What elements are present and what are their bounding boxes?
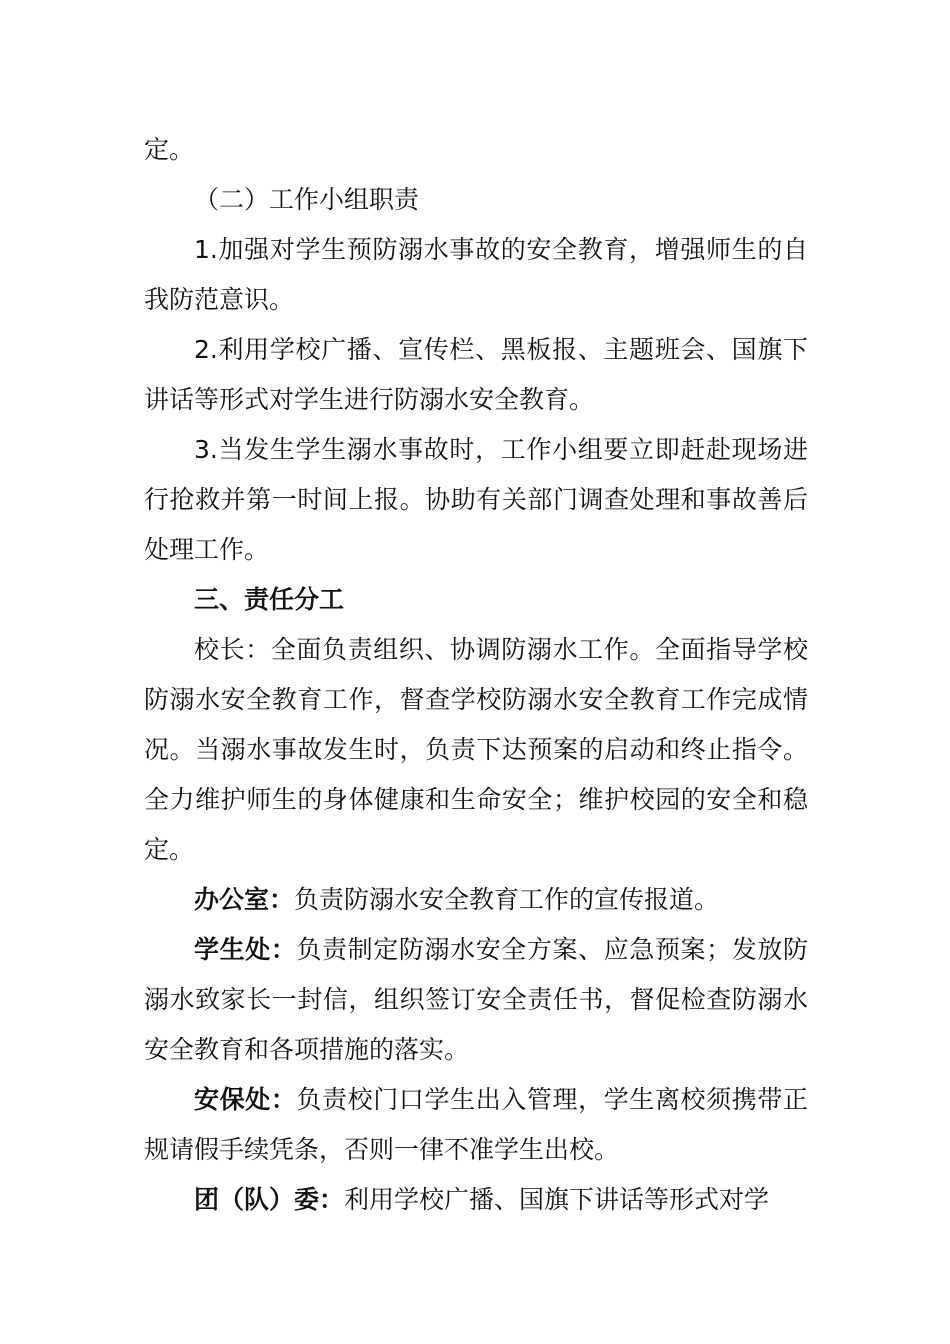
paragraph-item-3 bbox=[144, 425, 808, 575]
paragraph-text: 利用学校广播、国旗下讲话等形式对学 bbox=[344, 1185, 770, 1214]
paragraph-continuation bbox=[144, 125, 808, 175]
paragraph-lead: 办公室： bbox=[194, 885, 295, 914]
paragraph-text: 负责校门口学生出入管理，学生离校须携带正规请假手续凭条，否则一律不准学生出校。 bbox=[144, 1085, 808, 1164]
paragraph-lead: 安保处： bbox=[194, 1085, 297, 1114]
paragraph-text: （二）工作小组职责 bbox=[194, 185, 420, 214]
paragraph-text: 负责制定防溺水安全方案、应急预案；发放防溺水致家长一封信，组织签订安全责任书，督促检查防溺水安全教育和各项措施的落实。 bbox=[144, 935, 808, 1064]
paragraph-youth-league bbox=[144, 1175, 808, 1225]
paragraph-lead: 团（队）委： bbox=[194, 1185, 345, 1214]
paragraph-security-office bbox=[144, 1075, 808, 1175]
paragraph-text: 2.利用学校广播、宣传栏、黑板报、主题班会、国旗下讲话等形式对学生进行防溺水安全教育。 bbox=[144, 335, 808, 414]
paragraph-text: 3.当发生学生溺水事故时，工作小组要立即赶赴现场进行抢救并第一时间上报。协助有关部门调查处理和事故善后处理工作。 bbox=[144, 435, 808, 564]
paragraph-text: 校长：全面负责组织、协调防溺水工作。全面指导学校防溺水安全教育工作，督查学校防溺水安全教育工作完成情况。当溺水事故发生时，负责下达预案的启动和终止指令。全力维护师生的身体健康和生命安全；维护校园的安全和稳定。 bbox=[144, 635, 808, 864]
document-body bbox=[144, 125, 808, 1225]
paragraph-text: 定。 bbox=[144, 135, 195, 164]
paragraph-item-2 bbox=[144, 325, 808, 425]
paragraph-principal bbox=[144, 625, 808, 875]
paragraph-text: 1.加强对学生预防溺水事故的安全教育，增强师生的自我防范意识。 bbox=[144, 235, 808, 314]
paragraph-student-affairs bbox=[144, 925, 808, 1075]
paragraph-lead: 学生处： bbox=[194, 935, 297, 964]
paragraph-office bbox=[144, 875, 808, 925]
paragraph-text: 负责防溺水安全教育工作的宣传报道。 bbox=[294, 885, 720, 914]
section-heading-text: 三、责任分工 bbox=[194, 585, 345, 614]
paragraph-item-1 bbox=[144, 225, 808, 325]
section-heading-responsibilities bbox=[144, 575, 808, 625]
subheading-work-group-duties bbox=[144, 175, 808, 225]
